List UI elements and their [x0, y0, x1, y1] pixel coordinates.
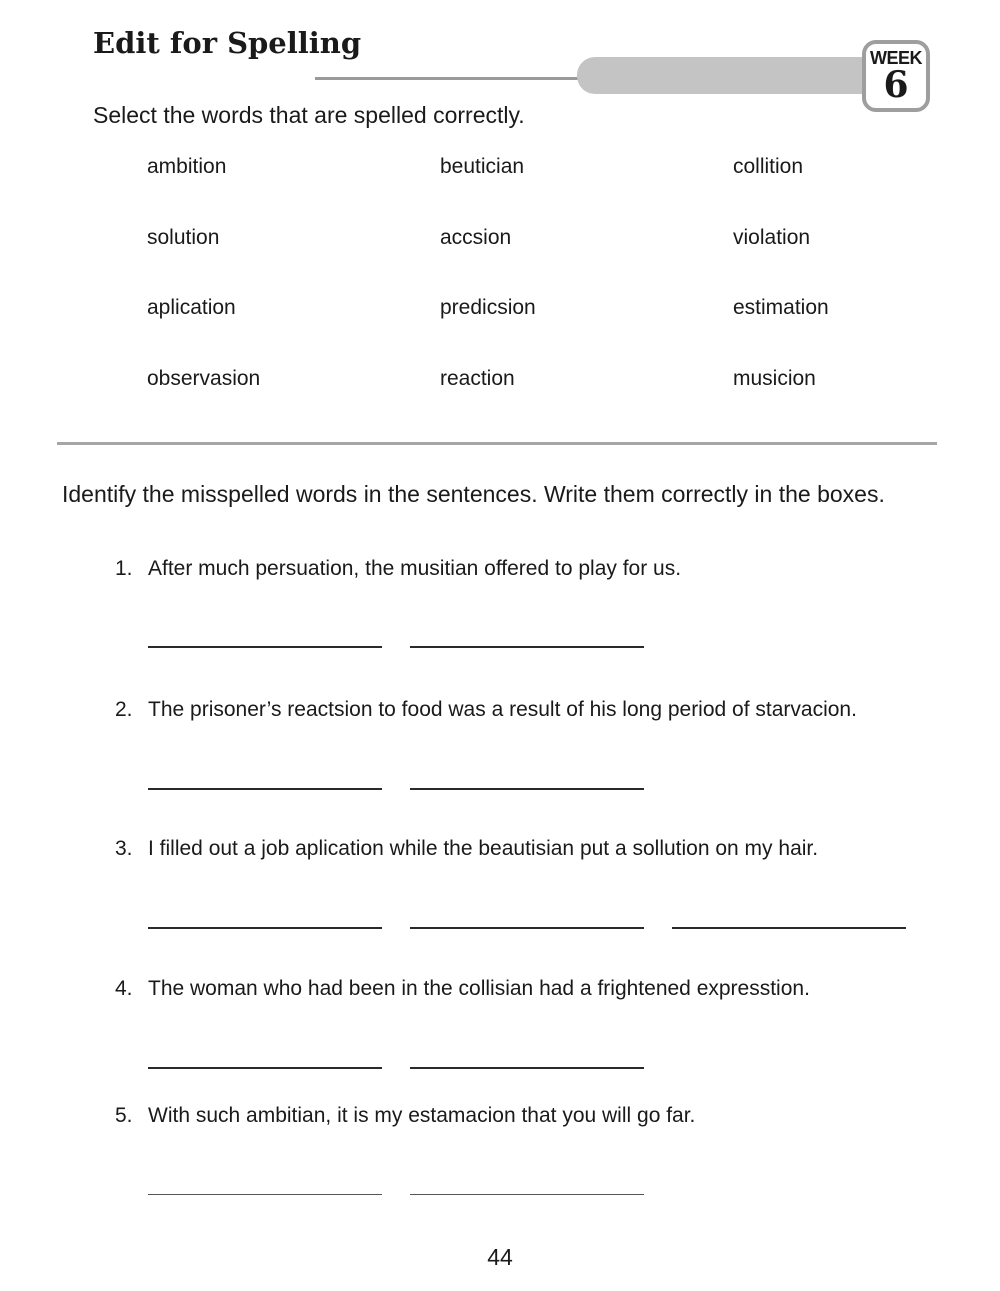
page-title: Edit for Spelling	[93, 26, 362, 60]
word-option[interactable]: musicion	[733, 366, 816, 390]
word-option[interactable]: reaction	[440, 366, 515, 390]
page-number: 44	[487, 1244, 513, 1270]
item-sentence: After much persuation, the musitian offered to play for us.	[148, 557, 682, 580]
answer-box[interactable]	[410, 1167, 644, 1195]
word-option[interactable]: solution	[147, 225, 220, 249]
answer-box[interactable]	[410, 762, 644, 790]
sentence-item-4	[115, 977, 975, 1001]
answer-box[interactable]	[148, 1041, 382, 1069]
item-number: 2.	[115, 698, 133, 721]
answer-box[interactable]	[148, 901, 382, 929]
section-divider	[57, 442, 937, 445]
word-option[interactable]: beutician	[440, 155, 525, 178]
sentence-item-2	[115, 698, 975, 722]
answer-box[interactable]	[148, 762, 382, 790]
week-number: 6	[883, 64, 909, 106]
word-option[interactable]: aplication	[147, 296, 236, 319]
answer-box[interactable]	[672, 901, 906, 929]
word-option[interactable]: ambition	[147, 155, 227, 178]
word-option[interactable]: collition	[733, 155, 804, 178]
title-bar	[577, 57, 897, 94]
answer-box[interactable]	[410, 1041, 644, 1069]
sentence-item-5	[115, 1104, 975, 1128]
item-number: 5.	[115, 1104, 133, 1127]
answer-box[interactable]	[410, 901, 644, 929]
word-option[interactable]: estimation	[733, 296, 829, 319]
item-number: 3.	[115, 837, 133, 860]
item-number: 4.	[115, 977, 133, 1000]
word-choice-grid	[147, 155, 907, 437]
word-option[interactable]: observasion	[147, 366, 261, 390]
sentence-item-1	[115, 557, 975, 581]
answer-box[interactable]	[148, 620, 382, 648]
item-sentence: With such ambitian, it is my estamacion that you will go far.	[148, 1104, 696, 1127]
answer-box[interactable]	[148, 1167, 382, 1195]
sentence-item-3	[115, 837, 975, 861]
word-option[interactable]: accsion	[440, 225, 512, 249]
part2-instruction: Identify the misspelled words in the sentences. Write them correctly in the boxes.	[62, 481, 885, 507]
week-badge	[862, 40, 930, 112]
answer-box[interactable]	[410, 620, 644, 648]
week-label: WEEK	[870, 48, 922, 68]
word-option[interactable]: violation	[733, 225, 811, 249]
word-option[interactable]: predicsion	[440, 296, 536, 319]
item-sentence: The prisoner’s reactsion to food was a result of his long period of starvacion.	[148, 698, 857, 721]
item-sentence: I filled out a job aplication while the beautisian put a sollution on my hair.	[148, 837, 819, 860]
item-number: 1.	[115, 557, 133, 580]
title-rule	[315, 77, 600, 80]
item-sentence: The woman who had been in the collisian had a frightened expresstion.	[148, 977, 810, 1000]
part1-instruction: Select the words that are spelled correctly.	[93, 102, 525, 128]
